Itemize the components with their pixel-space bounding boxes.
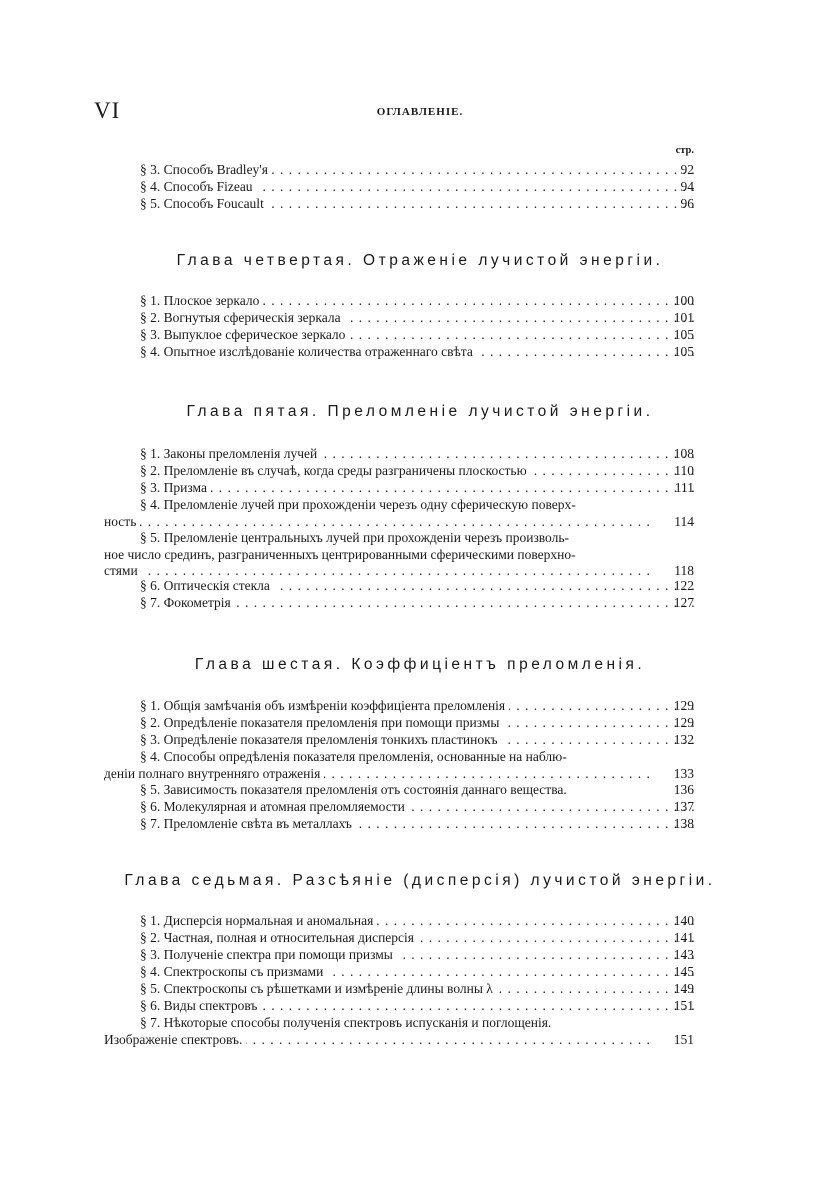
entry-page: 122 (673, 578, 694, 593)
entry-text: § 5. Преломленіе центральныхъ лучей при прохожденіи черезъ произволь- (140, 530, 573, 545)
toc-entry (140, 913, 694, 930)
entry-page: 114 (674, 513, 694, 529)
toc-entry (104, 749, 694, 782)
entry-text: § 3. Опредѣленіе показателя преломленія тонкихъ пластинокъ (140, 732, 502, 747)
toc-entry (140, 595, 694, 612)
entry-text: § 4. Способы опредѣленія показателя преломленія, основанные на наблю- (140, 749, 571, 764)
entry-text: § 7. Нѣкоторые способы полученія спектровъ испусканія и поглощенія. (140, 1015, 555, 1030)
toc-entry (140, 162, 694, 179)
entry-page: 132 (673, 732, 694, 747)
entry-page: 111 (674, 480, 694, 495)
entry-page: 110 (674, 463, 694, 478)
entry-page: 145 (673, 964, 694, 979)
toc-entry (140, 715, 694, 732)
entry-page: 94 (680, 179, 694, 194)
entry-page: 137 (673, 799, 694, 814)
entry-text: § 5. Способъ Foucault (140, 196, 268, 211)
entry-page: 105 (673, 327, 694, 342)
toc-entry (140, 947, 694, 964)
entry-page: 138 (673, 816, 694, 831)
toc-entry (140, 998, 694, 1015)
entry-text: стями (104, 563, 142, 578)
entry-text: § 6. Оптическія стекла (140, 578, 274, 593)
entry-page: 127 (673, 595, 694, 610)
entry-page: 151 (673, 998, 694, 1013)
entry-text: § 2. Частная, полная и относительная дисперсія (140, 930, 418, 945)
toc-entry (140, 310, 694, 327)
toc-entry (140, 196, 694, 213)
toc-entry (140, 344, 694, 361)
toc-entry (104, 497, 694, 530)
entry-page: 100 (673, 293, 694, 308)
entry-text: § 2. Опредѣленіе показателя преломленія при помощи призмы (140, 715, 504, 730)
entry-text: ность (104, 514, 140, 529)
chapter-title: Глава шестая. Коэффиціентъ преломленія. (194, 656, 646, 673)
entry-text: ное число срединъ, разграниченныхъ центрированными сферическими поверхно- (104, 547, 580, 562)
entry-text: § 3. Выпуклое сферическое зеркало (140, 327, 349, 342)
toc-entry (140, 179, 694, 196)
toc-entry (140, 578, 694, 595)
page-number: VI (94, 98, 121, 123)
entry-text: § 3. Полученіе спектра при помощи призмы (140, 947, 397, 962)
toc-entry (140, 930, 694, 947)
chapter-title: Глава пятая. Преломленіе лучистой энергіи. (186, 403, 654, 420)
entry-text: § 3. Способъ Bradley'я (140, 162, 272, 177)
entry-text: Изображеніе спектровъ. (104, 1032, 246, 1047)
running-title: ОГЛАВЛЕНІЕ. (376, 106, 464, 118)
entry-text: § 1. Общія замѣчанія объ измѣреніи коэффиціента преломленія (140, 698, 509, 713)
toc-entry (140, 293, 694, 310)
toc-entry (140, 964, 694, 981)
entry-text: § 4. Опытное изслѣдованіе количества отраженнаго свѣта (140, 344, 477, 359)
toc-entry (140, 732, 694, 749)
chapter-title: Глава седьмая. Разсѣяніе (дисперсія) лучистой энергіи. (124, 872, 716, 889)
entry-page: 118 (674, 563, 694, 578)
entry-page: 96 (680, 196, 694, 211)
entry-page: 133 (673, 765, 694, 781)
entry-text: § 1. Дисперсія нормальная и аномальная (140, 913, 377, 928)
entry-page: 136 (673, 782, 694, 797)
entry-text: § 6. Молекулярная и атомная преломляемости (140, 799, 409, 814)
chapter-title: Глава четвертая. Отраженіе лучистой энергіи. (176, 252, 664, 269)
entry-page: 101 (673, 310, 694, 325)
entry-page: 129 (673, 698, 694, 713)
toc-entry (104, 1015, 694, 1048)
entry-page: 105 (673, 344, 694, 359)
toc-entry (140, 981, 694, 998)
entry-page: 149 (673, 981, 694, 996)
toc-entry (140, 463, 694, 480)
entry-text: § 7. Преломленіе свѣта въ металлахъ (140, 816, 356, 831)
toc-entry (140, 327, 694, 344)
page-column-label: стр. (675, 145, 694, 156)
entry-text: § 4. Способъ Fizeau (140, 179, 257, 194)
entry-text: § 1. Законы преломленія лучей (140, 446, 321, 461)
toc-entry (104, 530, 694, 580)
toc-entry (140, 446, 694, 463)
toc-entry (140, 782, 694, 799)
entry-text: § 4. Спектроскопы съ призмами (140, 964, 327, 979)
entry-text: § 2. Преломленіе въ случаѣ, когда среды разграничены плоскостью (140, 463, 531, 478)
entry-text: § 7. Фокометрія (140, 595, 235, 610)
entry-text: § 6. Виды спектровъ (140, 998, 261, 1013)
entry-text: деніи полнаго внутренняго отраженія (104, 766, 324, 781)
entry-page: 129 (673, 715, 694, 730)
entry-page: 141 (673, 930, 694, 945)
entry-text: § 2. Вогнутыя сферическія зеркала (140, 310, 345, 325)
entry-text: § 5. Спектроскопы съ рѣшетками и измѣреніе длины волны λ (140, 981, 497, 996)
toc-entry (140, 480, 694, 497)
entry-text: § 5. Зависимость показателя преломленія отъ состоянія даннаго вещества. (140, 782, 571, 797)
entry-text: § 3. Призма (140, 480, 211, 495)
entry-text: § 4. Преломленіе лучей при прохожденіи черезъ одну сферическую поверх- (140, 497, 580, 512)
entry-text: § 1. Плоское зеркало (140, 293, 263, 308)
toc-entry (140, 698, 694, 715)
entry-page: 92 (680, 162, 694, 177)
entry-page: 143 (673, 947, 694, 962)
toc-entry (140, 799, 694, 816)
entry-page: 151 (673, 1031, 694, 1047)
entry-page: 140 (673, 913, 694, 928)
entry-page: 108 (673, 446, 694, 461)
toc-entry (140, 816, 694, 833)
